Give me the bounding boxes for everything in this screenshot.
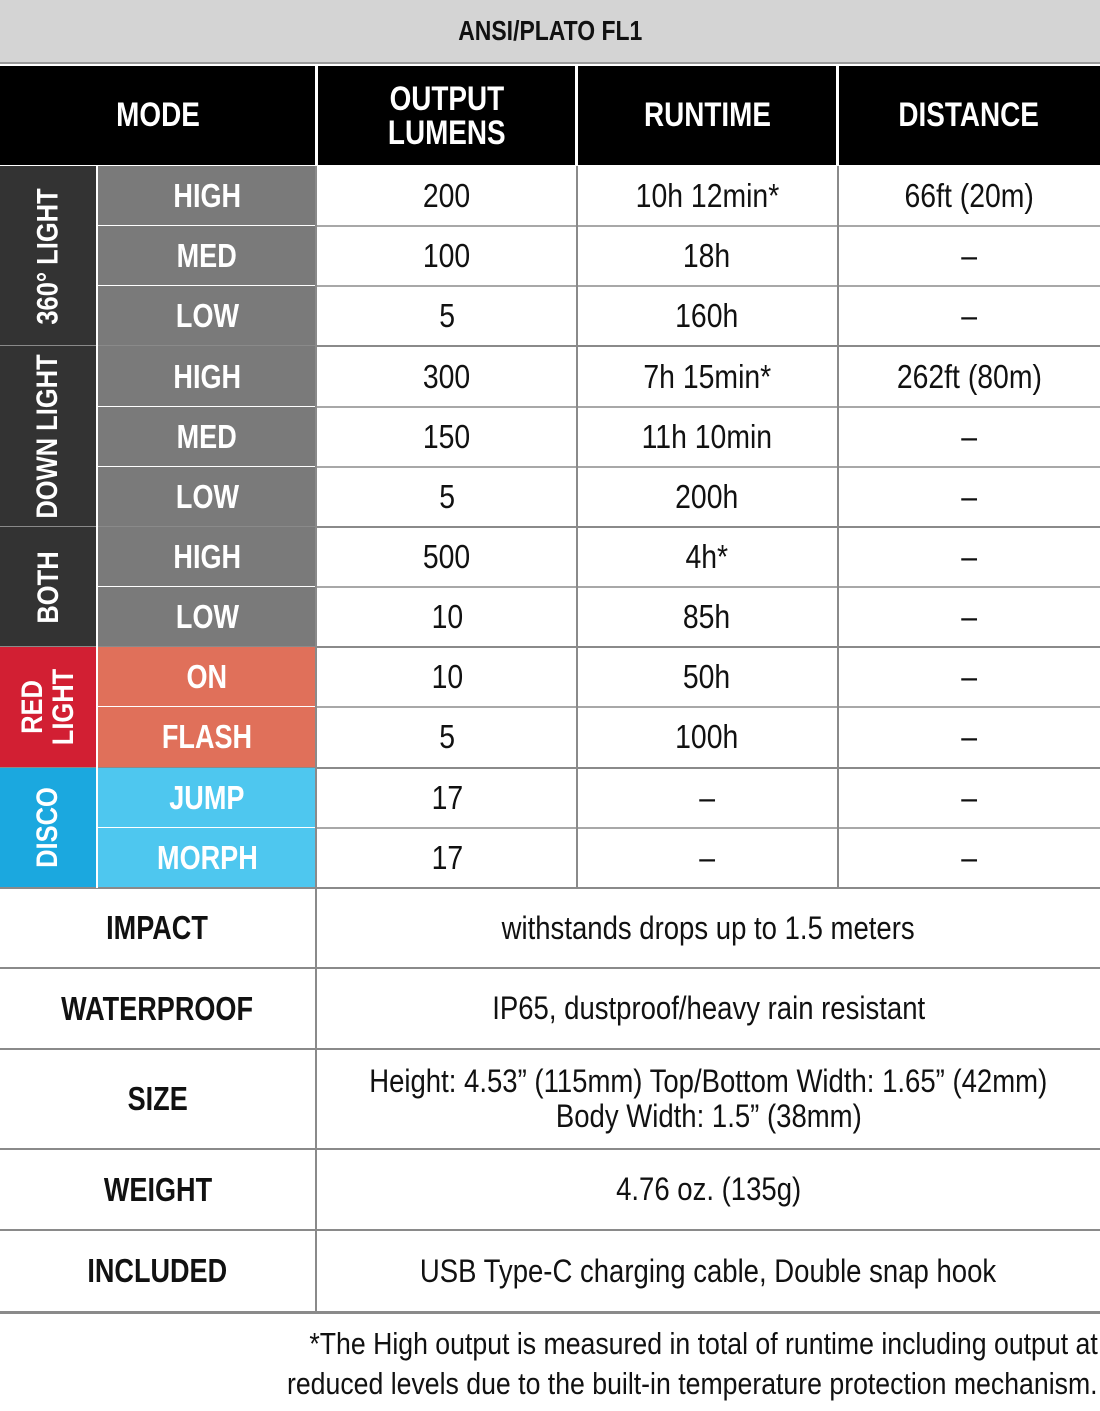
distance-value: – [961,838,977,876]
spec-row [0,1149,1100,1230]
spec-row [0,968,1100,1049]
spec-label: WEIGHT [103,1170,212,1208]
mode-cell [98,407,316,467]
table-row [96,707,1100,767]
lumens-value: 300 [423,357,471,395]
group-label-line: LIGHT [47,669,80,746]
spec-value-cell [317,968,1100,1049]
runtime-cell [578,707,836,767]
spec-label: WATERPROOF [61,989,254,1027]
table-header-row [0,66,1100,165]
distance-cell [838,467,1100,527]
runtime-cell [578,166,836,226]
spec-value-cell [317,1049,1100,1149]
runtime-value: 18h [683,237,731,275]
runtime-value: – [699,778,715,816]
spec-row [0,1230,1100,1312]
spec-row [0,888,1100,968]
group-label-text [33,188,64,324]
runtime-value: – [699,838,715,876]
mode-label: MED [176,237,238,275]
mode-cell [98,166,316,226]
group-label-text [33,354,64,518]
mode-cell [98,226,316,286]
spec-label-cell [0,1149,315,1230]
spec-label-cell [0,1049,315,1149]
runtime-cell [578,587,836,647]
lumens-value: 5 [439,718,455,756]
distance-cell [838,226,1100,286]
mode-cell [98,527,316,587]
table-row [96,346,1100,406]
mode-cell [98,467,316,527]
lumens-value: 10 [431,658,463,696]
group-label-4 [0,768,96,888]
lumens-value: 17 [431,838,463,876]
spec-value-line: IP65, dustproof/heavy rain resistant [492,990,925,1026]
mode-label: ON [186,658,228,696]
lumens-value: 17 [431,778,463,816]
distance-cell [838,346,1100,406]
mode-label: LOW [175,598,239,636]
distance-value: – [961,297,977,335]
header-distance: DISTANCE [898,96,1040,134]
table-row [96,226,1100,286]
distance-value: – [961,658,977,696]
lumens-cell [318,467,576,527]
distance-cell [838,286,1100,346]
distance-value: – [961,477,977,515]
group-label-text [33,551,64,623]
table-row [96,768,1100,828]
distance-cell [838,407,1100,467]
table-row [96,166,1100,226]
spec-value-cell [317,1149,1100,1230]
spec-label-cell [0,1230,315,1312]
group-label-0 [0,166,96,346]
spec-label: SIZE [127,1080,188,1117]
lumens-cell [318,587,576,647]
mode-label: FLASH [161,718,253,756]
runtime-value: 7h 15min* [643,357,771,395]
group-label-3 [0,647,96,767]
header-mode: MODE [116,96,200,134]
footnote-line-2: reduced levels due to the built-in temperature protection mechanism. [287,1366,1098,1401]
table-title: ANSI/PLATO FL1 [457,15,643,46]
lumens-value: 200 [423,177,471,215]
spec-label-cell [0,968,315,1049]
table-row [96,527,1100,587]
table-row [96,647,1100,707]
distance-value: – [961,598,977,636]
group-label-line: BOTH [31,550,65,624]
spec-row [0,1049,1100,1149]
mode-label: HIGH [173,357,241,395]
mode-cell [98,768,316,828]
table-row [96,407,1100,467]
footnote [0,1312,1100,1411]
distance-value: 66ft (20m) [904,177,1034,215]
spec-label-cell [0,888,315,968]
runtime-cell [578,527,836,587]
table-row [96,467,1100,527]
lumens-cell [318,647,576,707]
runtime-value: 200h [675,477,739,515]
group-label-1 [0,346,96,526]
lumens-cell [318,768,576,828]
mode-label: LOW [175,477,239,515]
group-label-text [17,669,79,746]
mode-label: LOW [175,297,239,335]
mode-cell [98,828,316,888]
lumens-value: 150 [423,417,471,455]
runtime-cell [578,346,836,406]
mode-cell [98,286,316,346]
runtime-cell [578,467,836,527]
table-row [96,587,1100,647]
distance-cell [838,587,1100,647]
distance-cell [838,166,1100,226]
mode-table-body [0,166,1100,888]
lumens-cell [318,707,576,767]
group-label-2 [0,527,96,647]
distance-cell [838,647,1100,707]
group-label-line: DISCO [31,787,65,869]
spec-value-cell [317,1230,1100,1312]
mode-cell [98,647,316,707]
lumens-cell [318,527,576,587]
distance-cell [838,768,1100,828]
group-label-line: DOWN LIGHT [31,354,65,519]
lumens-value: 5 [439,477,455,515]
table-title-bar [0,0,1100,64]
spec-value-line: 4.76 oz. (135g) [615,1171,802,1207]
mode-label: JUMP [169,778,245,816]
distance-value: – [961,537,977,575]
runtime-cell [578,768,836,828]
lumens-cell [318,166,576,226]
table-row [96,828,1100,888]
distance-cell [838,527,1100,587]
lumens-value: 100 [423,237,471,275]
lumens-cell [318,407,576,467]
distance-value: – [961,778,977,816]
spec-label: IMPACT [106,909,209,946]
runtime-value: 11h 10min [641,417,773,455]
mode-label: HIGH [173,537,241,575]
mode-label: MORPH [156,838,258,876]
runtime-cell [578,407,836,467]
lumens-cell [318,226,576,286]
spec-label: INCLUDED [87,1252,228,1289]
runtime-value: 10h 12min* [635,177,779,215]
lumens-cell [318,828,576,888]
runtime-value: 4h* [685,537,729,575]
runtime-cell [578,647,836,707]
table-row [96,286,1100,346]
header-output-lumens: OUTPUT LUMENS [388,79,506,152]
mode-cell [98,587,316,647]
lumens-value: 500 [423,537,471,575]
distance-value: – [961,237,977,275]
spec-value-line: Body Width: 1.5” (38mm) [555,1098,862,1134]
header-runtime: RUNTIME [643,96,771,134]
runtime-value: 85h [683,598,731,636]
runtime-cell [578,828,836,888]
mode-label: MED [176,417,238,455]
specs-table [0,888,1100,1312]
group-label-text [32,787,63,868]
mode-label: HIGH [173,177,241,215]
spec-value-line: Height: 4.53” (115mm) Top/Bottom Width: 1.65” (42mm) [369,1063,1048,1099]
lumens-value: 5 [439,297,455,335]
lumens-cell [318,286,576,346]
runtime-value: 100h [675,718,739,756]
spec-value-cell [317,888,1100,968]
distance-value: – [961,417,977,455]
runtime-value: 160h [675,297,739,335]
distance-value: 262ft (80m) [896,357,1042,395]
runtime-cell [578,226,836,286]
runtime-cell [578,286,836,346]
mode-cell [98,707,316,767]
runtime-value: 50h [683,658,731,696]
group-label-line: RED [16,680,49,735]
group-label-line: 360° LIGHT [31,188,65,325]
distance-cell [838,707,1100,767]
lumens-cell [318,346,576,406]
spec-value-line: USB Type-C charging cable, Double snap hook [420,1252,997,1289]
distance-value: – [961,718,977,756]
spec-value-line: withstands drops up to 1.5 meters [501,909,916,946]
mode-cell [98,346,316,406]
footnote-line-1: *The High output is measured in total of runtime including output at [309,1326,1098,1361]
distance-cell [838,828,1100,888]
lumens-value: 10 [431,598,463,636]
